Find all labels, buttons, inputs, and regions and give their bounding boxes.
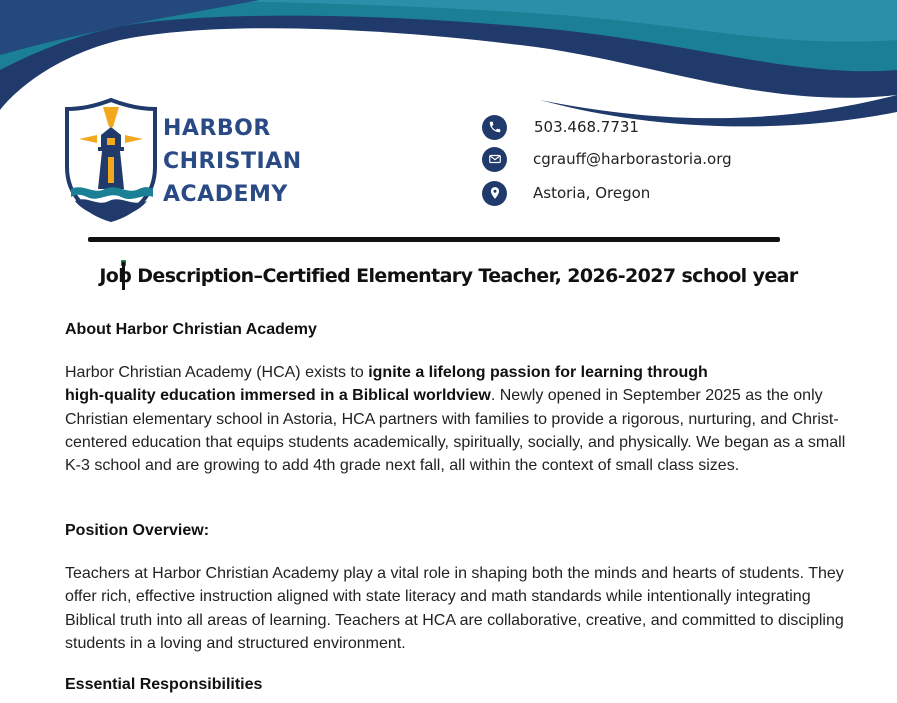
school-name — [163, 112, 302, 211]
contact-email — [482, 146, 732, 172]
location-text: Astoria, Oregon — [533, 184, 651, 202]
school-name-line-2: CHRISTIAN — [163, 149, 302, 174]
overview-heading: Position Overview: — [65, 522, 210, 539]
contact-location — [482, 180, 650, 206]
about-body: . Newly opened in September 2025 as the only Christian elementary school in Astoria, HCA partners with families to provide a rigorous, nurturing, and Christ-centered education that equips students academically, spiritually, socially, and physically. We began as a small K-3 school and are growing to add 4th grade next fall, all within the context of small class sizes. — [65, 387, 846, 475]
email-icon — [482, 147, 507, 172]
document-title: Job Description–Certified Elementary Teacher, 2026-2027 school year — [99, 265, 798, 287]
responsibilities-heading: Essential Responsibilities — [65, 676, 263, 693]
about-heading: About Harbor Christian Academy — [65, 321, 317, 338]
lighthouse-logo — [63, 97, 159, 223]
location-pin-icon — [482, 181, 507, 206]
school-name-line-3: ACADEMY — [163, 182, 288, 207]
about-paragraph — [65, 361, 855, 477]
school-name-line-1: HARBOR — [163, 116, 271, 141]
about-intro: Harbor Christian Academy (HCA) exists to — [65, 364, 369, 381]
about-mission-line-1: ignite a lifelong passion for learning through — [368, 364, 708, 381]
overview-paragraph: Teachers at Harbor Christian Academy play a vital role in shaping both the minds and hearts of students. They offer rich, effective instruction aligned with state literacy and math standards while intentionally integrating Biblical truth into all areas of learning. Teachers at HCA are collaborative, creative, and committed to discipling students in a loving and structured environment. — [65, 565, 844, 652]
header-divider — [88, 237, 780, 242]
phone-number: 503.468.7731 — [534, 118, 639, 136]
about-mission-line-2: high-quality education immersed in a Biblical worldview — [65, 387, 491, 405]
contact-phone — [482, 114, 639, 140]
phone-icon — [482, 115, 507, 140]
email-address[interactable]: cgrauff@harborastoria.org — [533, 150, 732, 168]
